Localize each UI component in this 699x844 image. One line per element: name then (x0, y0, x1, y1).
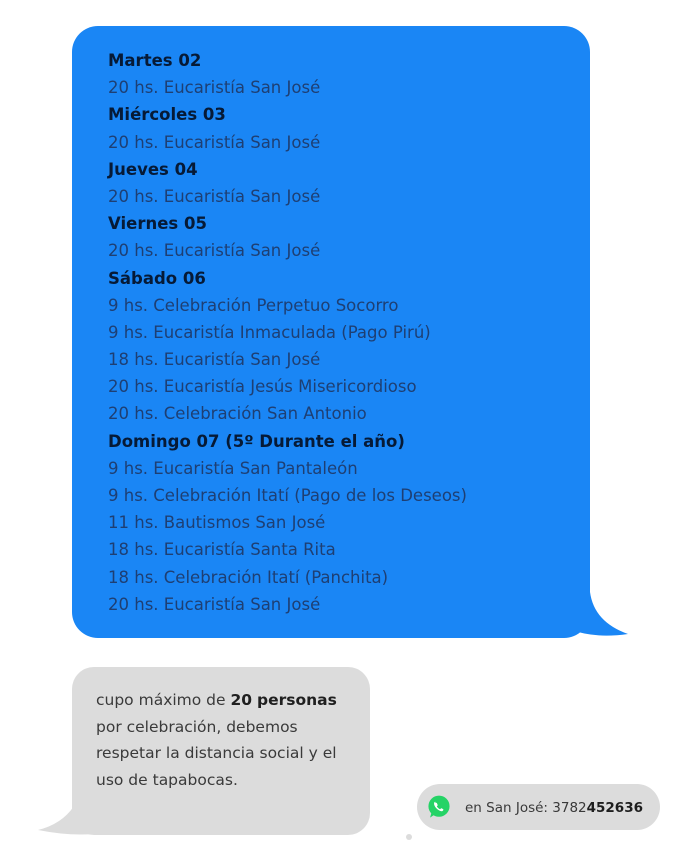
contact-phone: en San José: 3782452636 (465, 800, 643, 816)
schedule-event: 20 hs. Eucaristía San José (108, 78, 321, 98)
schedule-event: 9 hs. Celebración Perpetuo Socorro (108, 295, 399, 315)
bubble-dot (406, 834, 412, 840)
notice-bubble-tail (38, 806, 98, 840)
schedule-event: 9 hs. Eucaristía Inmaculada (Pago Pirú) (108, 322, 431, 342)
schedule-day-heading: Jueves 04 (108, 159, 198, 179)
capacity-notice: cupo máximo de 20 personas por celebración, debemos respetar la distancia social y el uso de tapabocas. (96, 691, 337, 789)
schedule-day-heading: Miércoles 03 (108, 105, 226, 125)
schedule-event: 20 hs. Eucaristía San José (108, 186, 321, 206)
schedule-event: 18 hs. Eucaristía Santa Rita (108, 540, 336, 560)
schedule-event: 20 hs. Eucaristía San José (108, 241, 321, 261)
schedule-event: 9 hs. Eucaristía San Pantaleón (108, 458, 358, 478)
schedule-event: 20 hs. Celebración San Antonio (108, 404, 367, 424)
schedule-event: 20 hs. Eucaristía San José (108, 594, 321, 614)
schedule-day-heading: Domingo 07 (5º Durante el año) (108, 431, 405, 451)
whatsapp-icon (426, 794, 452, 820)
schedule-event: 18 hs. Celebración Itatí (Panchita) (108, 567, 389, 587)
schedule-day-heading: Sábado 06 (108, 268, 206, 288)
schedule-day-heading: Martes 02 (108, 51, 202, 70)
schedule-event: 9 hs. Celebración Itatí (Pago de los Deseos) (108, 486, 467, 505)
schedule-event: 20 hs. Eucaristía San José (108, 132, 321, 152)
schedule-bubble-tail (560, 592, 630, 642)
schedule-event: 20 hs. Eucaristía Jesús Misericordioso (108, 377, 417, 397)
schedule-list (108, 47, 467, 618)
schedule-event: 11 hs. Bautismos San José (108, 513, 326, 533)
schedule-event: 18 hs. Eucaristía San José (108, 350, 321, 370)
schedule-day-heading: Viernes 05 (108, 214, 207, 234)
